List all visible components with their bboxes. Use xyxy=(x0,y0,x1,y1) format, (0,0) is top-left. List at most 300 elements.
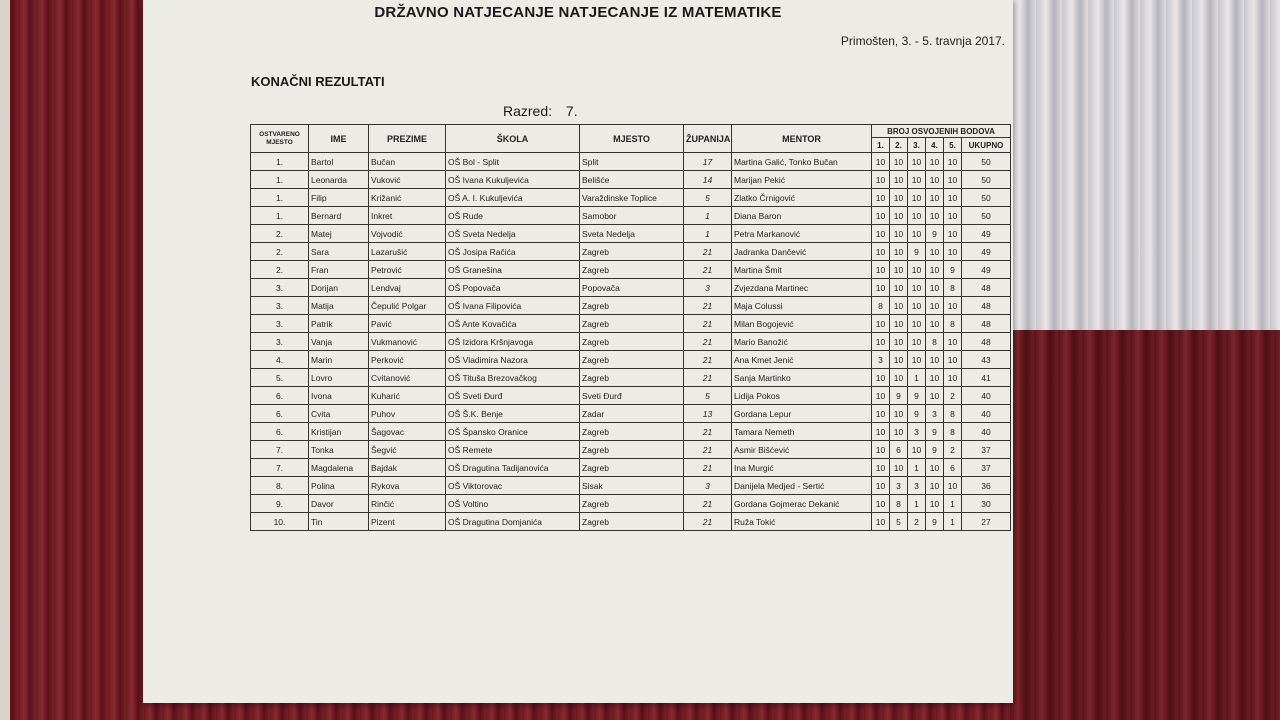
task3-cell: 3 xyxy=(908,423,926,441)
task5-cell: 10 xyxy=(944,297,962,315)
county-cell: 21 xyxy=(684,513,732,531)
table-header-row xyxy=(251,125,1011,138)
task3-cell: 10 xyxy=(908,207,926,225)
total-cell: 27 xyxy=(962,513,1011,531)
county-cell: 21 xyxy=(684,297,732,315)
first-name-cell: Vanja xyxy=(309,333,369,351)
school-cell: OŠ A. I. Kukuljevića xyxy=(446,189,580,207)
task3-cell: 9 xyxy=(908,387,926,405)
task5-cell: 10 xyxy=(944,243,962,261)
task1-cell: 10 xyxy=(872,225,890,243)
school-cell: OŠ Remete xyxy=(446,441,580,459)
task2-cell: 10 xyxy=(890,243,908,261)
task1-cell: 3 xyxy=(872,351,890,369)
place-cell: 2. xyxy=(251,261,309,279)
task3-cell: 9 xyxy=(908,243,926,261)
school-cell: OŠ Ante Kovačića xyxy=(446,315,580,333)
mentor-cell: Asmir Bišćević xyxy=(732,441,872,459)
place-cell: 9. xyxy=(251,495,309,513)
surname-cell: Lazarušić xyxy=(369,243,446,261)
first-name-cell: Lovro xyxy=(309,369,369,387)
task5-cell: 1 xyxy=(944,495,962,513)
county-cell: 21 xyxy=(684,369,732,387)
task5-cell: 8 xyxy=(944,315,962,333)
place-cell: 3. xyxy=(251,333,309,351)
place-cell: 3. xyxy=(251,279,309,297)
task3-cell: 10 xyxy=(908,441,926,459)
task3-cell: 1 xyxy=(908,459,926,477)
city-cell: Zagreb xyxy=(580,441,684,459)
school-cell: OŠ Vladimira Nazora xyxy=(446,351,580,369)
first-name-cell: Dorijan xyxy=(309,279,369,297)
place-cell: 6. xyxy=(251,423,309,441)
city-cell: Samobor xyxy=(580,207,684,225)
task5-cell: 10 xyxy=(944,333,962,351)
total-cell: 49 xyxy=(962,225,1011,243)
table-row xyxy=(251,333,1011,351)
first-name-cell: Bartol xyxy=(309,153,369,171)
first-name-cell: Filip xyxy=(309,189,369,207)
table-row xyxy=(251,405,1011,423)
grade-value: 7. xyxy=(565,103,578,119)
task5-cell: 1 xyxy=(944,513,962,531)
task1-cell: 10 xyxy=(872,333,890,351)
total-cell: 50 xyxy=(962,171,1011,189)
table-row xyxy=(251,297,1011,315)
surname-cell: Inkret xyxy=(369,207,446,225)
total-cell: 50 xyxy=(962,189,1011,207)
task3-cell: 10 xyxy=(908,261,926,279)
total-cell: 50 xyxy=(962,153,1011,171)
task1-cell: 10 xyxy=(872,207,890,225)
task4-cell: 9 xyxy=(926,441,944,459)
col-task1-header: 1. xyxy=(872,138,890,153)
table-row xyxy=(251,207,1011,225)
total-cell: 40 xyxy=(962,405,1011,423)
school-cell: OŠ Popovača xyxy=(446,279,580,297)
place-cell: 1. xyxy=(251,153,309,171)
task2-cell: 10 xyxy=(890,351,908,369)
task5-cell: 2 xyxy=(944,441,962,459)
col-name-header: IME xyxy=(309,125,369,153)
task2-cell: 10 xyxy=(890,369,908,387)
task4-cell: 10 xyxy=(926,459,944,477)
school-cell: OŠ Bol - Split xyxy=(446,153,580,171)
task5-cell: 10 xyxy=(944,225,962,243)
mentor-cell: Petra Markanović xyxy=(732,225,872,243)
background-edge xyxy=(0,0,10,720)
county-cell: 21 xyxy=(684,495,732,513)
task4-cell: 9 xyxy=(926,423,944,441)
task4-cell: 10 xyxy=(926,477,944,495)
surname-cell: Čepulić Polgar xyxy=(369,297,446,315)
total-cell: 49 xyxy=(962,243,1011,261)
city-cell: Varaždinske Toplice xyxy=(580,189,684,207)
task1-cell: 10 xyxy=(872,369,890,387)
place-cell: 2. xyxy=(251,243,309,261)
surname-cell: Rykova xyxy=(369,477,446,495)
task1-cell: 10 xyxy=(872,315,890,333)
task3-cell: 3 xyxy=(908,477,926,495)
table-row xyxy=(251,315,1011,333)
mentor-cell: Maja Colussi xyxy=(732,297,872,315)
mentor-cell: Tamara Nemeth xyxy=(732,423,872,441)
mentor-cell: Gordana Gojmerac Dekanić xyxy=(732,495,872,513)
surname-cell: Puhov xyxy=(369,405,446,423)
task3-cell: 9 xyxy=(908,405,926,423)
first-name-cell: Patrik xyxy=(309,315,369,333)
table-row xyxy=(251,279,1011,297)
place-cell: 6. xyxy=(251,387,309,405)
task5-cell: 6 xyxy=(944,459,962,477)
city-cell: Popovača xyxy=(580,279,684,297)
task3-cell: 10 xyxy=(908,279,926,297)
mentor-cell: Gordana Lepur xyxy=(732,405,872,423)
task1-cell: 8 xyxy=(872,297,890,315)
city-cell: Zagreb xyxy=(580,351,684,369)
surname-cell: Perković xyxy=(369,351,446,369)
city-cell: Belišće xyxy=(580,171,684,189)
task2-cell: 10 xyxy=(890,189,908,207)
school-cell: OŠ Sveti Đurđ xyxy=(446,387,580,405)
county-cell: 21 xyxy=(684,333,732,351)
task5-cell: 8 xyxy=(944,423,962,441)
table-row xyxy=(251,423,1011,441)
total-cell: 48 xyxy=(962,333,1011,351)
total-cell: 40 xyxy=(962,423,1011,441)
col-surname-header: PREZIME xyxy=(369,125,446,153)
place-cell: 2. xyxy=(251,225,309,243)
city-cell: Zagreb xyxy=(580,369,684,387)
background-panel xyxy=(1010,330,1280,720)
city-cell: Sveti Đurđ xyxy=(580,387,684,405)
surname-cell: Lendvaj xyxy=(369,279,446,297)
mentor-cell: Ruža Tokić xyxy=(732,513,872,531)
school-cell: OŠ Voltino xyxy=(446,495,580,513)
total-cell: 36 xyxy=(962,477,1011,495)
task3-cell: 10 xyxy=(908,351,926,369)
county-cell: 21 xyxy=(684,459,732,477)
school-cell: OŠ Dragutina Tadijanovića xyxy=(446,459,580,477)
county-cell: 21 xyxy=(684,243,732,261)
county-cell: 21 xyxy=(684,351,732,369)
task2-cell: 10 xyxy=(890,153,908,171)
surname-cell: Križanić xyxy=(369,189,446,207)
total-cell: 48 xyxy=(962,279,1011,297)
city-cell: Zagreb xyxy=(580,333,684,351)
place-cell: 1. xyxy=(251,189,309,207)
school-cell: OŠ Sveta Nedelja xyxy=(446,225,580,243)
total-cell: 41 xyxy=(962,369,1011,387)
task2-cell: 5 xyxy=(890,513,908,531)
total-cell: 48 xyxy=(962,297,1011,315)
task4-cell: 10 xyxy=(926,207,944,225)
school-cell: OŠ Granešina xyxy=(446,261,580,279)
task4-cell: 10 xyxy=(926,153,944,171)
task4-cell: 10 xyxy=(926,171,944,189)
city-cell: Zagreb xyxy=(580,495,684,513)
first-name-cell: Leonarda xyxy=(309,171,369,189)
city-cell: Sveta Nedelja xyxy=(580,225,684,243)
county-cell: 5 xyxy=(684,387,732,405)
col-school-header: ŠKOLA xyxy=(446,125,580,153)
col-county-header: ŽUPANIJA xyxy=(684,125,732,153)
task3-cell: 10 xyxy=(908,315,926,333)
task3-cell: 10 xyxy=(908,153,926,171)
task1-cell: 10 xyxy=(872,261,890,279)
col-mentor-header: MENTOR xyxy=(732,125,872,153)
task5-cell: 10 xyxy=(944,207,962,225)
school-cell: OŠ Ivana Filipovića xyxy=(446,297,580,315)
col-task5-header: 5. xyxy=(944,138,962,153)
surname-cell: Pizent xyxy=(369,513,446,531)
task4-cell: 10 xyxy=(926,297,944,315)
task2-cell: 10 xyxy=(890,315,908,333)
county-cell: 14 xyxy=(684,171,732,189)
city-cell: Zagreb xyxy=(580,513,684,531)
task1-cell: 10 xyxy=(872,279,890,297)
col-total-header: UKUPNO xyxy=(962,138,1011,153)
task4-cell: 3 xyxy=(926,405,944,423)
total-cell: 37 xyxy=(962,441,1011,459)
first-name-cell: Polina xyxy=(309,477,369,495)
results-table xyxy=(250,124,1011,531)
task2-cell: 9 xyxy=(890,387,908,405)
table-row xyxy=(251,477,1011,495)
task3-cell: 1 xyxy=(908,495,926,513)
task5-cell: 8 xyxy=(944,405,962,423)
col-city-header: MJESTO xyxy=(580,125,684,153)
county-cell: 3 xyxy=(684,279,732,297)
surname-cell: Rinčić xyxy=(369,495,446,513)
task2-cell: 10 xyxy=(890,405,908,423)
task4-cell: 10 xyxy=(926,189,944,207)
county-cell: 5 xyxy=(684,189,732,207)
mentor-cell: Lidija Pokos xyxy=(732,387,872,405)
county-cell: 21 xyxy=(684,441,732,459)
table-row xyxy=(251,369,1011,387)
task5-cell: 10 xyxy=(944,477,962,495)
first-name-cell: Cvita xyxy=(309,405,369,423)
mentor-cell: Mario Banožić xyxy=(732,333,872,351)
task1-cell: 10 xyxy=(872,477,890,495)
table-row xyxy=(251,225,1011,243)
grade-label-text: Razred: xyxy=(503,103,553,119)
mentor-cell: Sanja Martinko xyxy=(732,369,872,387)
total-cell: 48 xyxy=(962,315,1011,333)
results-heading: KONAČNI REZULTATI xyxy=(251,74,385,89)
surname-cell: Cvitanović xyxy=(369,369,446,387)
mentor-cell: Zvjezdana Martinec xyxy=(732,279,872,297)
task4-cell: 10 xyxy=(926,351,944,369)
window-blinds xyxy=(1010,0,1280,340)
task5-cell: 10 xyxy=(944,153,962,171)
task4-cell: 10 xyxy=(926,279,944,297)
first-name-cell: Bernard xyxy=(309,207,369,225)
task2-cell: 10 xyxy=(890,423,908,441)
col-points-header: BROJ OSVOJENIH BODOVA xyxy=(872,125,1011,138)
task2-cell: 10 xyxy=(890,459,908,477)
total-cell: 50 xyxy=(962,207,1011,225)
task1-cell: 10 xyxy=(872,495,890,513)
table-row xyxy=(251,495,1011,513)
mentor-cell: Marijan Pekić xyxy=(732,171,872,189)
task4-cell: 10 xyxy=(926,315,944,333)
table-row xyxy=(251,189,1011,207)
col-task4-header: 4. xyxy=(926,138,944,153)
table-row xyxy=(251,351,1011,369)
county-cell: 17 xyxy=(684,153,732,171)
task1-cell: 10 xyxy=(872,513,890,531)
table-row xyxy=(251,459,1011,477)
task1-cell: 10 xyxy=(872,423,890,441)
school-cell: OŠ Tituša Brezovačkog xyxy=(446,369,580,387)
place-cell: 1. xyxy=(251,171,309,189)
first-name-cell: Sara xyxy=(309,243,369,261)
surname-cell: Vuković xyxy=(369,171,446,189)
task3-cell: 10 xyxy=(908,297,926,315)
task5-cell: 9 xyxy=(944,261,962,279)
surname-cell: Pavić xyxy=(369,315,446,333)
mentor-cell: Martina Šmit xyxy=(732,261,872,279)
city-cell: Zagreb xyxy=(580,243,684,261)
task5-cell: 2 xyxy=(944,387,962,405)
task5-cell: 8 xyxy=(944,279,962,297)
mentor-cell: Danijela Medjed - Sertić xyxy=(732,477,872,495)
county-cell: 1 xyxy=(684,207,732,225)
first-name-cell: Ivona xyxy=(309,387,369,405)
surname-cell: Bučan xyxy=(369,153,446,171)
task1-cell: 10 xyxy=(872,405,890,423)
task3-cell: 10 xyxy=(908,171,926,189)
task1-cell: 10 xyxy=(872,171,890,189)
task2-cell: 10 xyxy=(890,171,908,189)
table-row xyxy=(251,153,1011,171)
task4-cell: 8 xyxy=(926,333,944,351)
county-cell: 21 xyxy=(684,261,732,279)
mentor-cell: Jadranka Dančević xyxy=(732,243,872,261)
task1-cell: 10 xyxy=(872,189,890,207)
task2-cell: 10 xyxy=(890,333,908,351)
county-cell: 21 xyxy=(684,423,732,441)
task4-cell: 9 xyxy=(926,513,944,531)
mentor-cell: Zlatko Črnigović xyxy=(732,189,872,207)
place-cell: 10. xyxy=(251,513,309,531)
total-cell: 30 xyxy=(962,495,1011,513)
table-row xyxy=(251,243,1011,261)
school-cell: OŠ Dragutina Domjanića xyxy=(446,513,580,531)
task2-cell: 10 xyxy=(890,279,908,297)
task4-cell: 10 xyxy=(926,261,944,279)
col-task3-header: 3. xyxy=(908,138,926,153)
place-cell: 8. xyxy=(251,477,309,495)
school-cell: OŠ Viktorovac xyxy=(446,477,580,495)
first-name-cell: Davor xyxy=(309,495,369,513)
county-cell: 1 xyxy=(684,225,732,243)
table-row xyxy=(251,171,1011,189)
city-cell: Zagreb xyxy=(580,261,684,279)
first-name-cell: Marin xyxy=(309,351,369,369)
place-cell: 5. xyxy=(251,369,309,387)
county-cell: 13 xyxy=(684,405,732,423)
school-cell: OŠ Izidora Kršnjavoga xyxy=(446,333,580,351)
total-cell: 37 xyxy=(962,459,1011,477)
city-cell: Zagreb xyxy=(580,423,684,441)
surname-cell: Bajdak xyxy=(369,459,446,477)
city-cell: Zagreb xyxy=(580,315,684,333)
school-cell: OŠ Ivana Kukuljevića xyxy=(446,171,580,189)
task4-cell: 10 xyxy=(926,369,944,387)
table-row xyxy=(251,513,1011,531)
place-cell: 7. xyxy=(251,459,309,477)
place-date: Primošten, 3. - 5. travnja 2017. xyxy=(840,34,1005,48)
task3-cell: 10 xyxy=(908,333,926,351)
mentor-cell: Ana Kmet Jenić xyxy=(732,351,872,369)
place-cell: 3. xyxy=(251,297,309,315)
task1-cell: 10 xyxy=(872,153,890,171)
task1-cell: 10 xyxy=(872,387,890,405)
page-title: DRŽAVNO NATJECANJE NATJECANJE IZ MATEMATIKE xyxy=(374,4,782,21)
surname-cell: Šegvić xyxy=(369,441,446,459)
task2-cell: 10 xyxy=(890,261,908,279)
task1-cell: 10 xyxy=(872,459,890,477)
first-name-cell: Kristijan xyxy=(309,423,369,441)
place-cell: 3. xyxy=(251,315,309,333)
task1-cell: 10 xyxy=(872,243,890,261)
task2-cell: 10 xyxy=(890,207,908,225)
school-cell: OŠ Josipa Račića xyxy=(446,243,580,261)
city-cell: Split xyxy=(580,153,684,171)
table-row xyxy=(251,441,1011,459)
table-row xyxy=(251,387,1011,405)
task2-cell: 8 xyxy=(890,495,908,513)
task3-cell: 2 xyxy=(908,513,926,531)
task1-cell: 10 xyxy=(872,441,890,459)
mentor-cell: Ina Murgić xyxy=(732,459,872,477)
place-cell: 4. xyxy=(251,351,309,369)
surname-cell: Šagovac xyxy=(369,423,446,441)
mentor-cell: Martina Galić, Tonko Bučan xyxy=(732,153,872,171)
task3-cell: 1 xyxy=(908,369,926,387)
results-sheet xyxy=(143,0,1013,703)
first-name-cell: Matej xyxy=(309,225,369,243)
col-task2-header: 2. xyxy=(890,138,908,153)
county-cell: 3 xyxy=(684,477,732,495)
mentor-cell: Diana Baron xyxy=(732,207,872,225)
total-cell: 43 xyxy=(962,351,1011,369)
place-cell: 7. xyxy=(251,441,309,459)
place-cell: 6. xyxy=(251,405,309,423)
surname-cell: Kuharić xyxy=(369,387,446,405)
task4-cell: 9 xyxy=(926,225,944,243)
surname-cell: Petrović xyxy=(369,261,446,279)
first-name-cell: Fran xyxy=(309,261,369,279)
surname-cell: Vojvodić xyxy=(369,225,446,243)
task3-cell: 10 xyxy=(908,189,926,207)
county-cell: 21 xyxy=(684,315,732,333)
first-name-cell: Matija xyxy=(309,297,369,315)
task2-cell: 3 xyxy=(890,477,908,495)
surname-cell: Vukmanović xyxy=(369,333,446,351)
school-cell: OŠ Špansko Oranice xyxy=(446,423,580,441)
first-name-cell: Magdalena xyxy=(309,459,369,477)
city-cell: Sisak xyxy=(580,477,684,495)
total-cell: 40 xyxy=(962,387,1011,405)
task5-cell: 10 xyxy=(944,369,962,387)
task2-cell: 6 xyxy=(890,441,908,459)
col-place-header: OSTVARENO MJESTO xyxy=(251,125,309,153)
school-cell: OŠ Rude xyxy=(446,207,580,225)
